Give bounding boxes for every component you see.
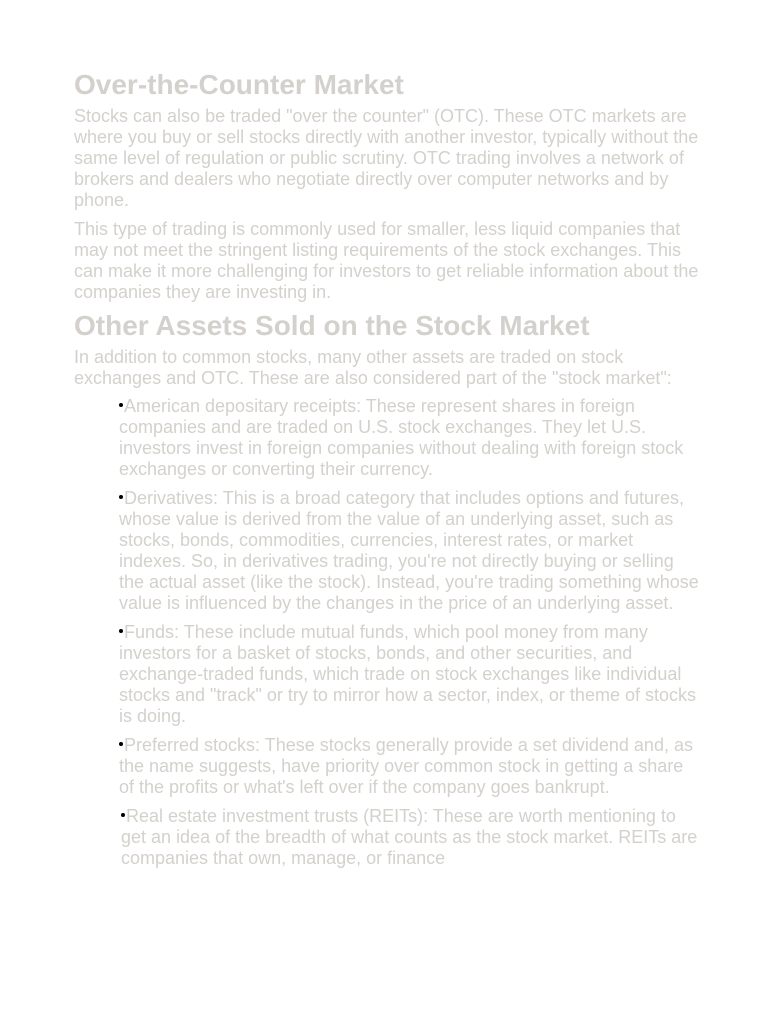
bullet-icon bbox=[119, 403, 123, 407]
list-item bbox=[119, 622, 702, 727]
list-item bbox=[119, 488, 702, 614]
section-title-other-assets: Other Assets Sold on the Stock Market bbox=[74, 310, 590, 341]
list-item-text: Preferred stocks: These stocks generally provide a set dividend and, as the name suggests, have priority over common stock in getting a share of the profits or what's left over if the company goes bankrupt. bbox=[119, 735, 693, 797]
asset-list bbox=[74, 396, 702, 869]
article-body bbox=[74, 64, 702, 877]
bullet-icon bbox=[119, 629, 123, 633]
otc-paragraph-2: This type of trading is commonly used for smaller, less liquid companies that may not meet the stringent listing requirements of the stock exchanges. This can make it more challenging for investors to get reliable information about the companies they are investing in. bbox=[74, 219, 699, 302]
other-assets-intro: In addition to common stocks, many other assets are traded on stock exchanges and OTC. These are also considered part of the "stock market": bbox=[74, 347, 672, 388]
list-item bbox=[119, 735, 702, 798]
list-item-text: Derivatives: This is a broad category that includes options and futures, whose value is derived from the value of an underlying asset, such as stocks, bonds, commodities, currencies, interest rates, or market indexes. So, in derivatives trading, you're not directly buying or selling the actual asset (like the stock). Instead, you're trading something whose value is influenced by the changes in the price of an underlying asset. bbox=[119, 488, 699, 613]
otc-paragraph-1: Stocks can also be traded "over the counter" (OTC). These OTC markets are where you buy or sell stocks directly with another investor, typically without the same level of regulation or public scrutiny. OTC trading involves a network of brokers and dealers who negotiate directly over computer networks and by phone. bbox=[74, 106, 699, 210]
bullet-icon bbox=[121, 813, 125, 817]
list-item bbox=[119, 396, 702, 480]
bullet-icon bbox=[119, 495, 123, 499]
list-item-text: American depositary receipts: These represent shares in foreign companies and are traded on U.S. stock exchanges. They let U.S. investors invest in foreign companies without dealing with foreign stock exchanges or converting their currency. bbox=[119, 396, 684, 479]
list-item-text: Funds: These include mutual funds, which pool money from many investors for a basket of stocks, bonds, and other securities, and exchange-traded funds, which trade on stock exchanges like individual stocks and "track" or try to mirror how a sector, index, or theme of stocks is doing. bbox=[119, 622, 696, 726]
list-item bbox=[119, 806, 702, 869]
section-title-otc-market: Over-the-Counter Market bbox=[74, 69, 404, 100]
list-item-text: Real estate investment trusts (REITs): These are worth mentioning to get an idea of the breadth of what counts as the stock market. REITs are companies that own, manage, or finance bbox=[121, 806, 698, 868]
bullet-icon bbox=[119, 742, 123, 746]
